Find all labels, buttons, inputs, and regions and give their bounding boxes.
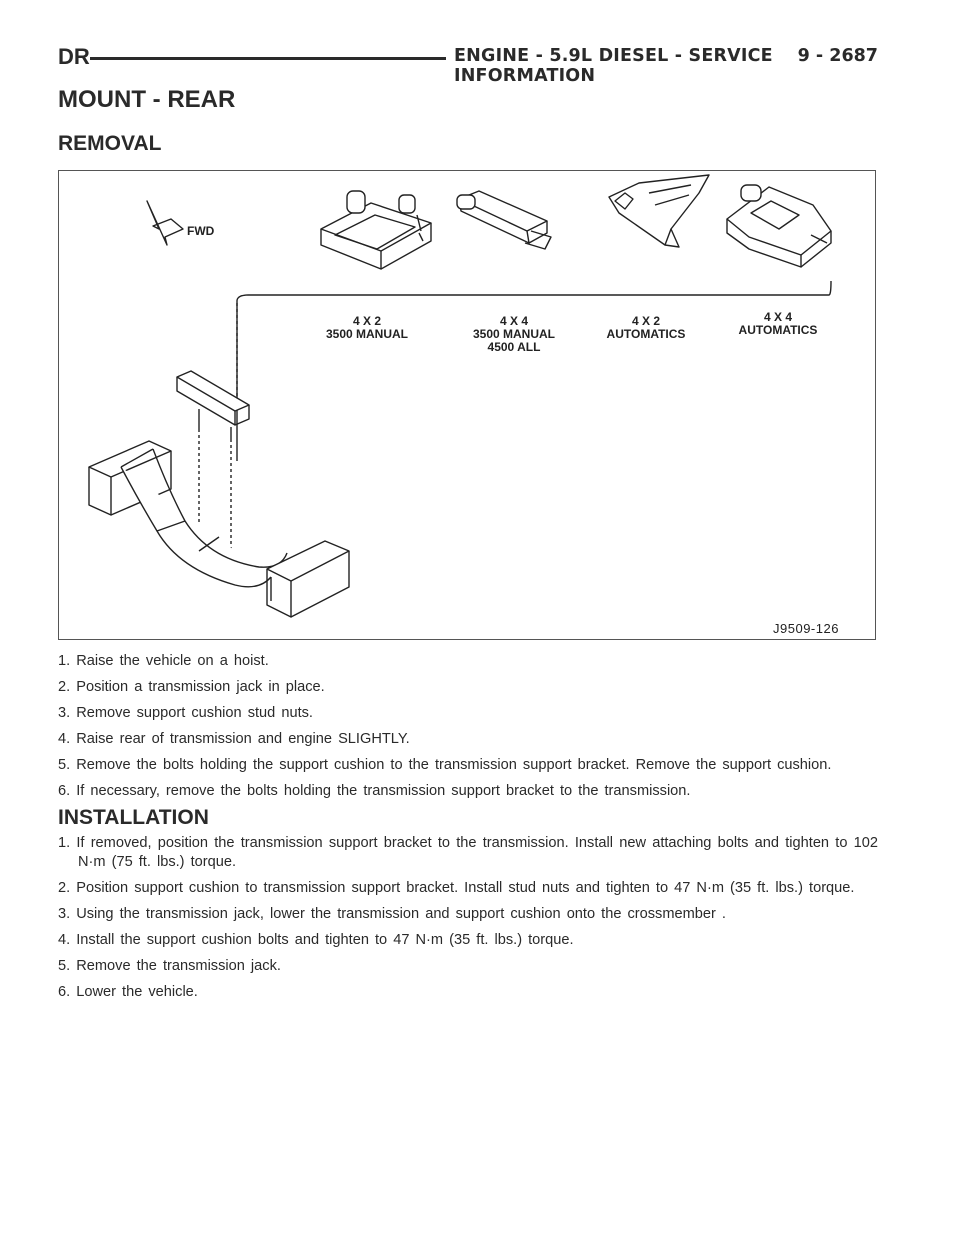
section-title: MOUNT - REAR [58, 86, 236, 113]
removal-step: 4. Raise rear of transmission and engine SLIGHTLY. [58, 731, 410, 747]
removal-step: 3. Remove support cushion stud nuts. [58, 705, 313, 721]
variant-label-3: 4 X 2 AUTOMATICS [606, 314, 686, 341]
mount-4x2-manual-icon [321, 191, 431, 269]
header-rule [90, 57, 446, 60]
removal-step: 5. Remove the bolts holding the support cushion to the transmission support bracket. Remove the support cushion. [58, 757, 832, 773]
installation-step: 3. Using the transmission jack, lower the transmission and support cushion onto the crossmember . [58, 906, 726, 922]
figure-drawing [59, 171, 877, 641]
fwd-arrow-icon [147, 201, 183, 245]
installation-step: 5. Remove the transmission jack. [58, 958, 281, 974]
variant-label-1: 4 X 2 3500 MANUAL [325, 314, 409, 341]
page-header [58, 44, 878, 86]
mount-4x4-automatics-icon [727, 185, 831, 267]
installation-step: 1. If removed, position the transmission support bracket to the transmission. Install new attaching bolts and tighten to 102 N·m (75 ft. lbs.) torque. [58, 835, 878, 870]
installation-step: 4. Install the support cushion bolts and tighten to 47 N·m (35 ft. lbs.) torque. [58, 932, 574, 948]
figure-id: J9509-126 [773, 621, 839, 636]
rear-mount-figure [58, 170, 876, 640]
removal-step: 1. Raise the vehicle on a hoist. [58, 653, 269, 669]
installation-step: 6. Lower the vehicle. [58, 984, 198, 1000]
crossmember-assembly-icon [89, 371, 349, 617]
removal-steps [58, 652, 878, 808]
fwd-label: FWD [187, 224, 215, 238]
installation-step: 2. Position support cushion to transmission support bracket. Install stud nuts and tighten to 47 N·m (35 ft. lbs.) torque. [58, 880, 855, 896]
header-title: ENGINE - 5.9L DIESEL - SERVICE INFORMATION [454, 46, 773, 86]
variant-label-4: 4 X 4 AUTOMATICS [738, 310, 818, 337]
variant-label-2: 4 X 4 3500 MANUAL 4500 ALL [472, 314, 556, 354]
connector-line [237, 281, 831, 461]
removal-step: 6. If necessary, remove the bolts holding the transmission support bracket to the transmission. [58, 783, 691, 799]
header-code: DR [58, 44, 90, 69]
header-page-number: 9 - 2687 [797, 46, 878, 66]
installation-heading: INSTALLATION [58, 806, 209, 829]
removal-heading: REMOVAL [58, 132, 162, 155]
mount-4x4-manual-icon [457, 191, 551, 249]
mount-4x2-automatics-icon [609, 175, 709, 247]
installation-steps [58, 834, 878, 1009]
removal-step: 2. Position a transmission jack in place. [58, 679, 325, 695]
